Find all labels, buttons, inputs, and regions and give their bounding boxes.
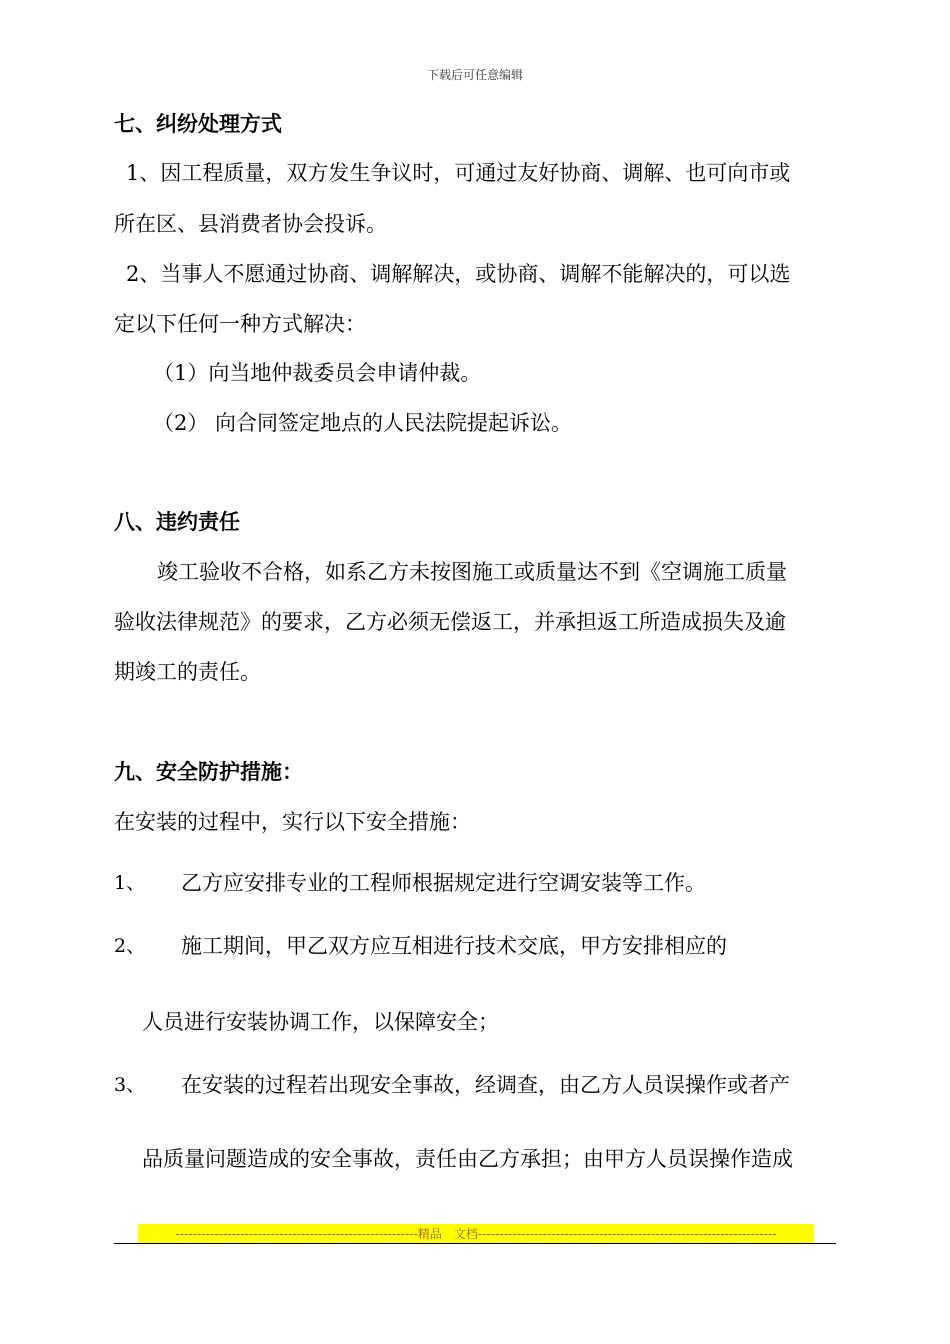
section-8-line-2: 验收法律规范》的要求，乙方必须无偿返工，并承担返工所造成损失及逾	[114, 610, 786, 634]
section-7-paragraph-1-line-2: 所在区、县消费者协会投诉。	[114, 212, 387, 236]
section-7-option-2: （2） 向合同签定地点的人民法院提起诉讼。	[153, 411, 573, 435]
section-8-line-3: 期竣工的责任。	[114, 660, 261, 684]
measure-2-text-line-2: 人员进行安装协调工作，以保障安全；	[142, 1010, 499, 1034]
measure-3-number: 3、	[114, 1074, 146, 1096]
footer-highlight	[138, 1224, 814, 1244]
section-7-title: 七、纠纷处理方式	[114, 112, 282, 136]
section-9-intro: 在安装的过程中，实行以下安全措施：	[114, 810, 471, 834]
footer-text: --------------------------------------------------------精品 文档---------------------------------------------------------------------	[175, 1227, 777, 1241]
measure-1-text: 乙方应安排专业的工程师根据规定进行空调安装等工作。	[181, 871, 706, 895]
measure-2-number: 2、	[114, 935, 146, 957]
section-8-line-1: 竣工验收不合格，如系乙方未按图施工或质量达不到《空调施工质量	[157, 560, 787, 584]
section-7-paragraph-2-line-2: 定以下任何一种方式解决：	[114, 312, 366, 336]
footer-rule	[114, 1243, 836, 1244]
measure-3-text-line-1: 在安装的过程若出现安全事故，经调查，由乙方人员误操作或者产	[181, 1073, 790, 1097]
section-7-paragraph-1-line-1: 1、因工程质量，双方发生争议时，可通过友好协商、调解、也可向市或	[126, 161, 791, 185]
download-note: 下载后可任意编辑	[426, 68, 523, 82]
measure-2-text-line-1: 施工期间，甲乙双方应互相进行技术交底，甲方安排相应的	[181, 934, 727, 958]
section-9-title: 九、安全防护措施：	[114, 760, 303, 784]
section-7-paragraph-2-line-1: 2、当事人不愿通过协商、调解解决，或协商、调解不能解决的，可以选	[126, 262, 791, 286]
section-8-title: 八、违约责任	[114, 510, 240, 534]
measure-3-text-line-2: 品质量问题造成的安全事故，责任由乙方承担；由甲方人员误操作造成	[142, 1147, 793, 1171]
section-7-option-1: （1）向当地仲裁委员会申请仲裁。	[153, 361, 482, 385]
measure-1-number: 1、	[114, 872, 146, 894]
